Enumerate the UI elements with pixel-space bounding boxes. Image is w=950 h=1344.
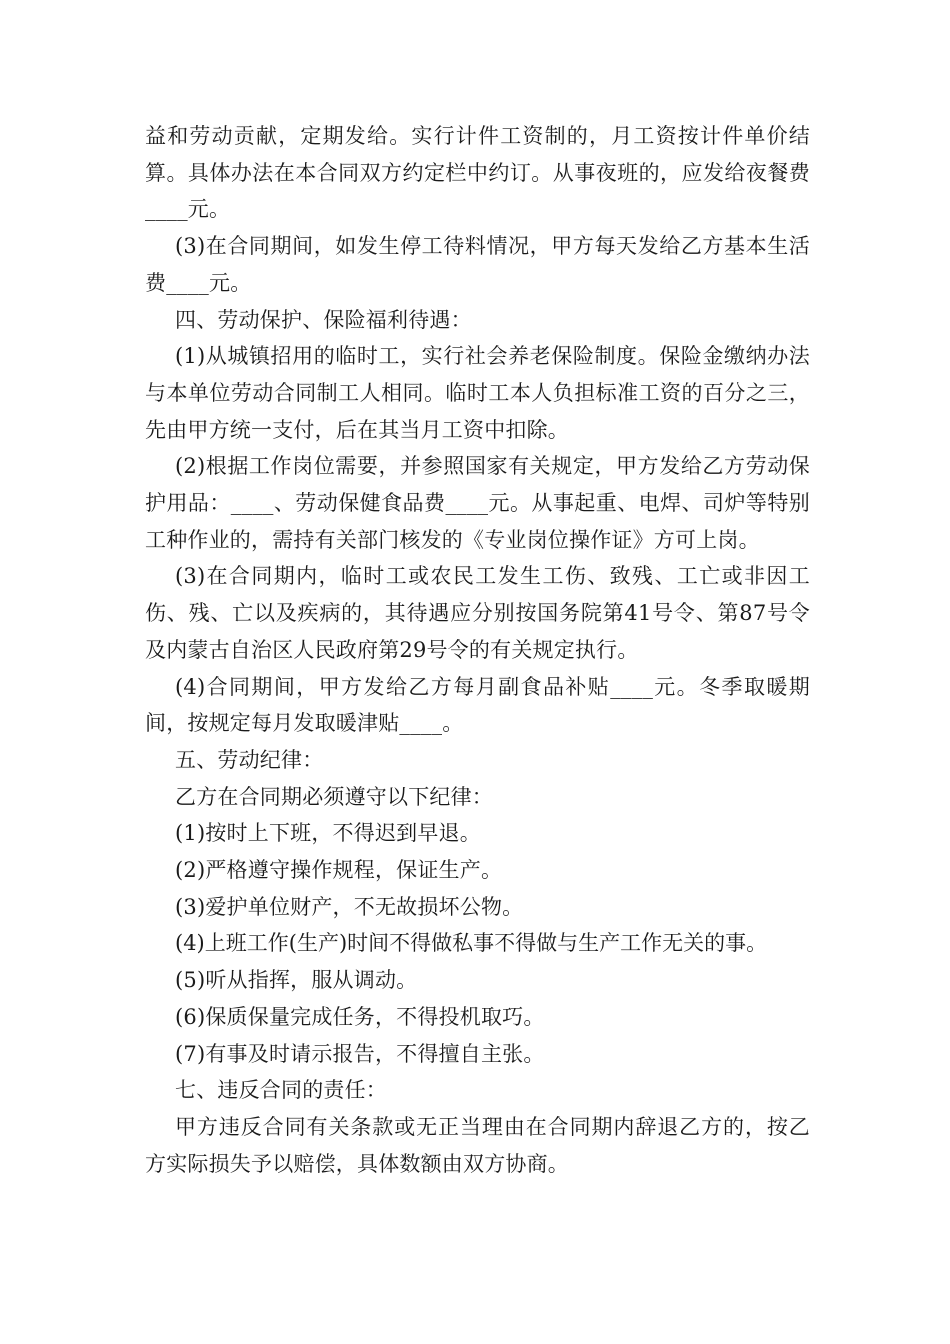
section-heading-breach-liability: 七、违反合同的责任： — [175, 1078, 387, 1103]
paragraph-protective-equipment: (2)根据工作岗位需要，并参照国家有关规定，甲方发给乙方劳动保护用品：____、劳动保健食品费____元。从事起重、电焊、司炉等特别工种作业的，需持有关部门核发的《专业岗位操作证》方可上岗。 — [145, 454, 810, 552]
paragraph-work-stoppage-allowance: (3)在合同期间，如发生停工待料情况，甲方每天发给乙方基本生活费____元。 — [145, 234, 810, 295]
paragraph-injury-benefits: (3)在合同期内，临时工或农民工发生工伤、致残、工亡或非因工伤、残、亡以及疾病的，其待遇应分别按国务院第41号令、第87号令及内蒙古自治区人民政府第29号令的有关规定执行。 — [145, 564, 810, 662]
list-item-discipline-1: (1)按时上下班，不得迟到早退。 — [175, 821, 481, 846]
section-heading-labor-protection: 四、劳动保护、保险福利待遇： — [175, 307, 472, 332]
document-body — [145, 118, 810, 1182]
paragraph-food-heating-subsidy: (4)合同期间，甲方发给乙方每月副食品补贴____元。冬季取暖期间，按规定每月发取暖津贴____。 — [145, 674, 810, 736]
list-item-discipline-6: (6)保质保量完成任务，不得投机取巧。 — [175, 1004, 545, 1029]
paragraph-discipline-intro: 乙方在合同期必须遵守以下纪律： — [175, 784, 493, 809]
paragraph-employer-breach: 甲方违反合同有关条款或无正当理由在合同期内辞退乙方的，按乙方实际损失予以赔偿，具体数额由双方协商。 — [145, 1114, 810, 1176]
list-item-discipline-7: (7)有事及时请示报告，不得擅自主张。 — [175, 1041, 545, 1066]
list-item-discipline-5: (5)听从指挥，服从调动。 — [175, 968, 418, 993]
section-heading-labor-discipline: 五、劳动纪律： — [175, 747, 324, 772]
list-item-discipline-2: (2)严格遵守操作规程，保证生产。 — [175, 858, 503, 883]
paragraph-pension-insurance: (1)从城镇招用的临时工，实行社会养老保险制度。保险金缴纳办法与本单位劳动合同制工人相同。临时工本人负担标准工资的百分之三，先由甲方统一支付，后在其当月工资中扣除。 — [145, 344, 810, 442]
list-item-discipline-4: (4)上班工作(生产)时间不得做私事不得做与生产工作无关的事。 — [175, 931, 768, 956]
list-item-discipline-3: (3)爱护单位财产，不无故损坏公物。 — [175, 894, 524, 919]
paragraph-wage-continuation: 益和劳动贡献，定期发给。实行计件工资制的，月工资按计件单价结算。具体办法在本合同双方约定栏中约订。从事夜班的，应发给夜餐费____元。 — [145, 124, 810, 222]
